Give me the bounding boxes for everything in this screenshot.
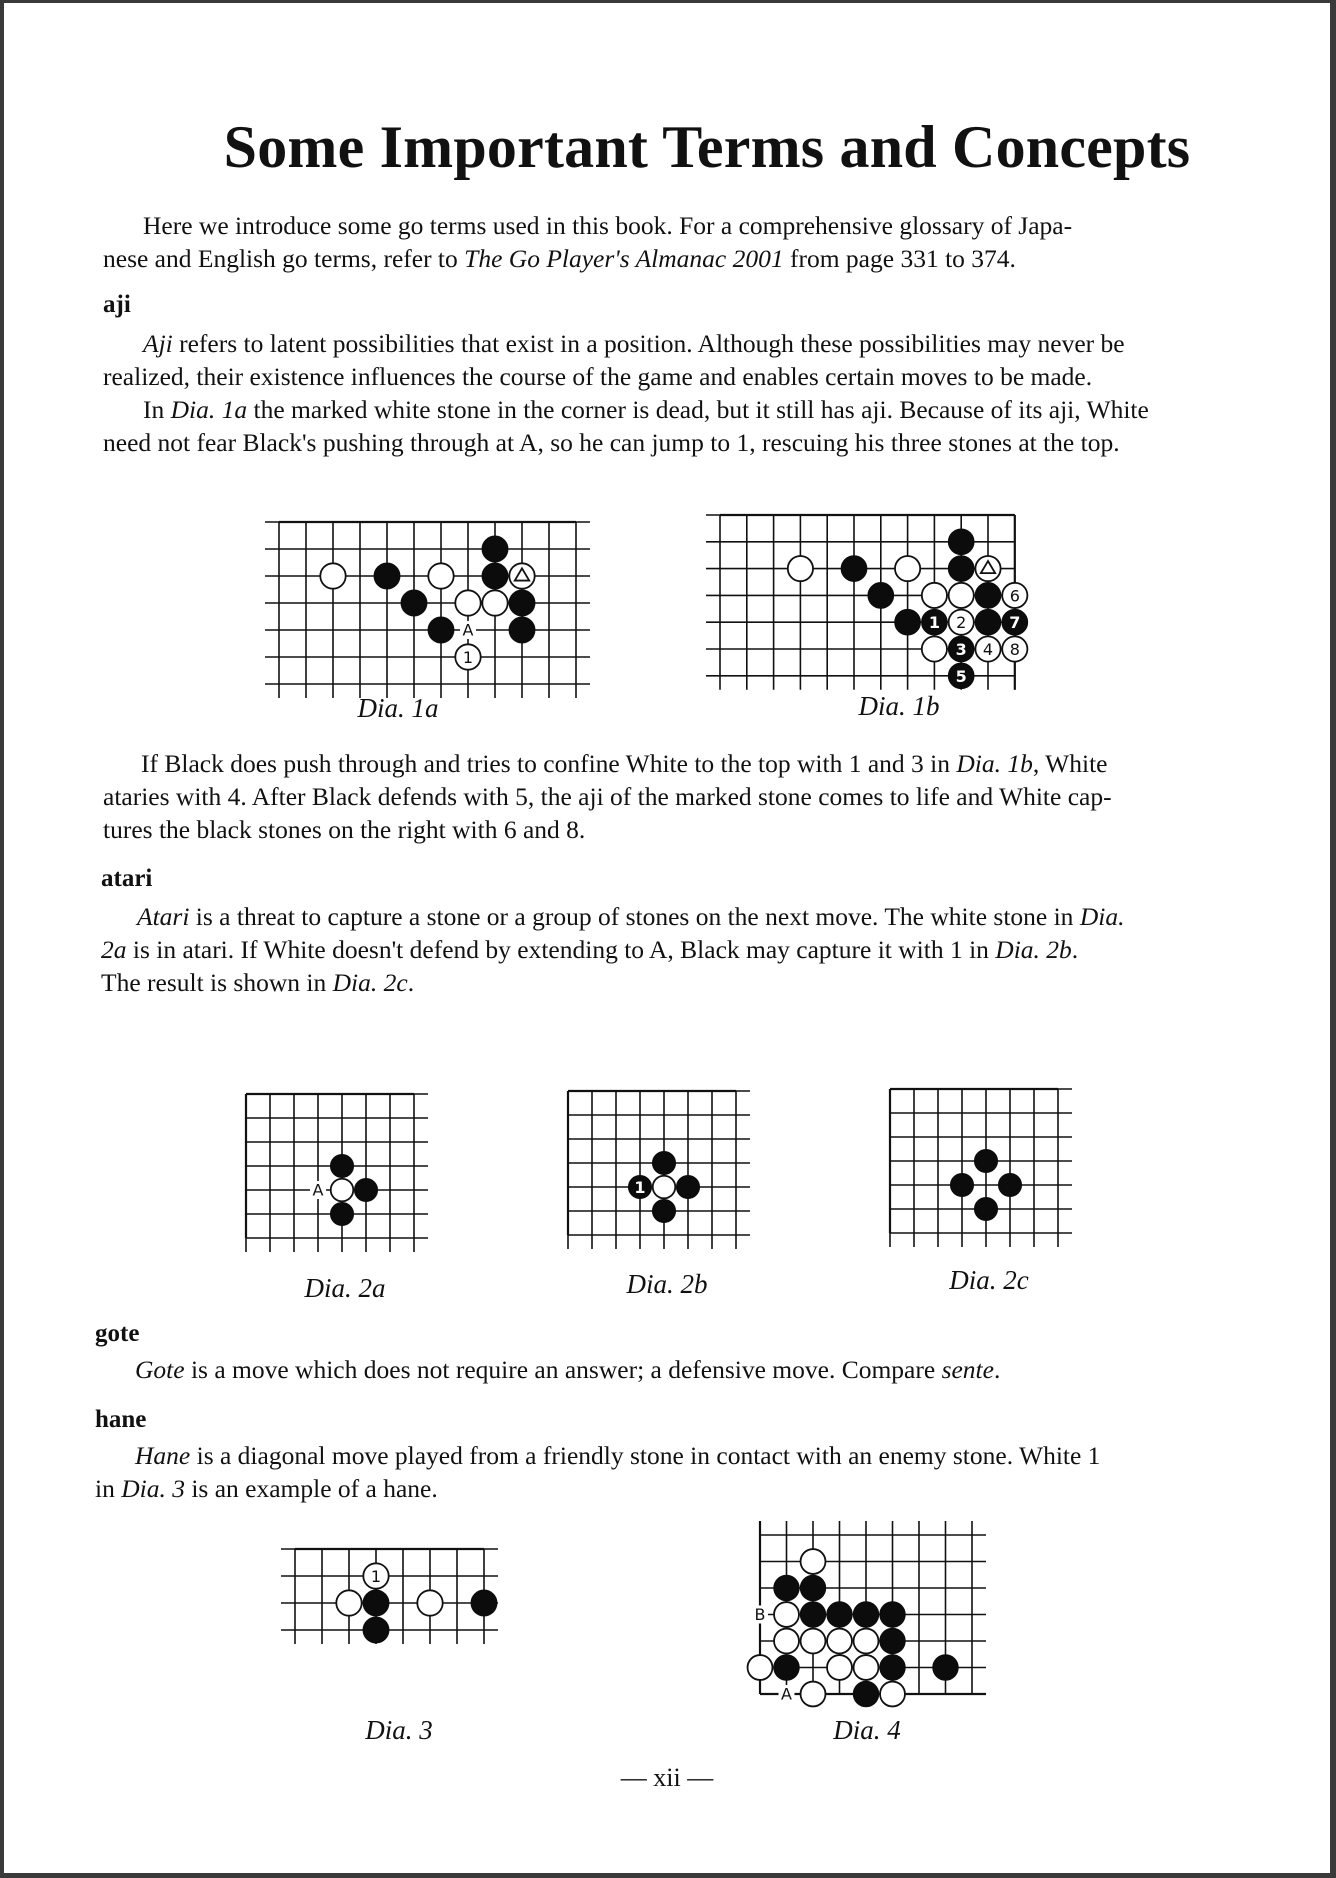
- atari-paragraph: [101, 900, 1193, 999]
- point-label: A: [462, 620, 474, 640]
- white-stone: [320, 563, 345, 588]
- move-number: 1: [462, 648, 474, 667]
- move-number: 1: [928, 613, 940, 633]
- diagram-3: [289, 1539, 529, 1719]
- move-number: 1: [634, 1178, 646, 1197]
- book-page: [4, 3, 1330, 1873]
- intro-paragraph: [103, 209, 1193, 275]
- term-heading-atari: atari: [101, 865, 153, 892]
- black-stone: [999, 1174, 1022, 1197]
- white-stone: [417, 1590, 442, 1615]
- intro-line-1: Here we introduce some go terms used in this book. For a comprehensive glossary of Japa-: [143, 211, 1073, 240]
- caption-dia-1a: Dia. 1a: [357, 693, 439, 723]
- atari-line-1: Atari is a threat to capture a stone or a group of stones on the next move. The white stone in Dia.: [137, 902, 1125, 931]
- caption-dia-2b: Dia. 2b: [626, 1269, 708, 1299]
- term-heading-hane: hane: [95, 1406, 147, 1433]
- white-stone: [774, 1629, 799, 1654]
- black-stone: [827, 1602, 852, 1627]
- black-stone: [509, 590, 534, 615]
- black-stone: [774, 1576, 799, 1601]
- move-number: 8: [1009, 640, 1020, 659]
- move-number: 7: [1009, 613, 1021, 633]
- intro-line-2: nese and English go terms, refer to The Go Player's Almanac 2001 from page 331 to 374.: [103, 244, 1016, 273]
- almanac-title: The Go Player's Almanac 2001: [464, 244, 784, 273]
- term-heading-aji: aji: [103, 291, 131, 318]
- aji-cont-line-3: tures the black stones on the right with 6 and 8.: [103, 815, 586, 844]
- white-stone: [428, 563, 453, 588]
- white-stone: [880, 1682, 905, 1707]
- caption-dia-2c: Dia. 2c: [949, 1265, 1029, 1295]
- black-stone: [975, 610, 1000, 635]
- black-stone: [949, 529, 974, 554]
- move-number: 3: [955, 640, 967, 659]
- gote-line-1: Gote is a move which does not require an answer; a defensive move. Compare sente.: [135, 1355, 1001, 1384]
- diagram-1b: [714, 511, 1054, 693]
- white-stone: [455, 590, 480, 615]
- black-stone: [975, 1150, 998, 1173]
- gote-paragraph: [95, 1353, 1195, 1386]
- black-stone: [854, 1682, 879, 1707]
- point-label: A: [781, 1684, 792, 1704]
- diagram-2a: [240, 1088, 450, 1268]
- aji-line-4: need not fear Black's pushing through at A, so he can jump to 1, rescuing his three stones at the top.: [103, 428, 1120, 457]
- point-label: A: [312, 1180, 324, 1200]
- black-stone: [975, 1198, 998, 1221]
- atari-line-2: 2a is in atari. If White doesn't defend by extending to A, Black may capture it with 1 in Dia. 2b.: [101, 935, 1079, 964]
- black-stone: [880, 1655, 905, 1680]
- black-stone: [801, 1576, 826, 1601]
- black-stone: [355, 1179, 378, 1202]
- white-stone: [895, 556, 920, 581]
- black-stone: [880, 1602, 905, 1627]
- atari-line-3: The result is shown in Dia. 2c.: [101, 968, 415, 997]
- black-stone: [801, 1602, 826, 1627]
- caption-dia-4: Dia. 4: [833, 1715, 901, 1745]
- black-stone: [331, 1155, 354, 1178]
- aji-line-3: In Dia. 1a the marked white stone in the corner is dead, but it still has aji. Because of its aji, White: [143, 395, 1149, 424]
- black-stone: [774, 1655, 799, 1680]
- hane-line-2: in Dia. 3 is an example of a hane.: [95, 1474, 438, 1503]
- move-number: 4: [982, 640, 994, 659]
- black-stone: [868, 583, 893, 608]
- white-stone: [774, 1602, 799, 1627]
- white-stone: [331, 1179, 354, 1202]
- black-stone: [482, 536, 507, 561]
- move-number: 6: [1009, 586, 1020, 606]
- black-stone: [374, 563, 399, 588]
- black-stone: [653, 1200, 676, 1223]
- black-stone: [949, 556, 974, 581]
- black-stone: [363, 1617, 388, 1642]
- caption-dia-1b: Dia. 1b: [858, 691, 940, 721]
- diagram-1a: [273, 516, 593, 696]
- diagram-4: [732, 1521, 1032, 1721]
- black-stone: [401, 590, 426, 615]
- white-stone: [827, 1629, 852, 1654]
- black-stone: [895, 610, 920, 635]
- black-stone: [854, 1602, 879, 1627]
- hane-line-1: Hane is a diagonal move played from a friendly stone in contact with an enemy stone. White 1: [135, 1441, 1101, 1470]
- white-stone: [922, 636, 947, 661]
- page-number: — xii —: [620, 1763, 714, 1792]
- caption-dia-2a: Dia. 2a: [304, 1273, 386, 1303]
- white-stone: [854, 1655, 879, 1680]
- move-number: 1: [370, 1567, 382, 1586]
- white-stone: [801, 1629, 826, 1654]
- term-heading-gote: gote: [95, 1320, 140, 1347]
- white-stone: [827, 1655, 852, 1680]
- aji-paragraph: [103, 327, 1193, 459]
- aji-continued-paragraph: [103, 747, 1193, 846]
- aji-line-1: Aji refers to latent possibilities that exist in a position. Although these possibilities may never be: [143, 329, 1125, 358]
- white-stone: [949, 583, 974, 608]
- black-stone: [509, 617, 534, 642]
- black-stone: [933, 1655, 958, 1680]
- point-label: B: [754, 1605, 766, 1624]
- black-stone: [482, 563, 507, 588]
- white-stone: [748, 1655, 773, 1680]
- white-stone: [482, 590, 507, 615]
- black-stone: [841, 556, 866, 581]
- diagram-2b: [562, 1085, 772, 1265]
- aji-cont-line-2: ataries with 4. After Black defends with 5, the aji of the marked stone comes to life and White cap-: [103, 782, 1112, 811]
- move-number: 2: [956, 613, 967, 633]
- black-stone: [880, 1629, 905, 1654]
- black-stone: [677, 1176, 700, 1199]
- move-number: 5: [955, 666, 967, 686]
- white-stone: [653, 1176, 676, 1199]
- black-stone: [975, 583, 1000, 608]
- diagram-2c: [884, 1083, 1094, 1263]
- black-stone: [331, 1203, 354, 1226]
- white-stone: [801, 1682, 826, 1707]
- black-stone: [428, 617, 453, 642]
- white-stone: [336, 1590, 361, 1615]
- aji-line-2: realized, their existence influences the course of the game and enables certain moves to be made.: [103, 362, 1093, 391]
- black-stone: [653, 1152, 676, 1175]
- page-title: Some Important Terms and Concepts: [223, 114, 1191, 180]
- hane-paragraph: [95, 1439, 1195, 1505]
- white-stone: [788, 556, 813, 581]
- white-stone: [854, 1629, 879, 1654]
- white-stone: [922, 583, 947, 608]
- caption-dia-3: Dia. 3: [365, 1715, 433, 1745]
- aji-cont-line-1: If Black does push through and tries to confine White to the top with 1 and 3 in Dia. 1b, White: [141, 749, 1108, 778]
- black-stone: [471, 1590, 496, 1615]
- black-stone: [363, 1590, 388, 1615]
- white-stone: [801, 1549, 826, 1574]
- black-stone: [951, 1174, 974, 1197]
